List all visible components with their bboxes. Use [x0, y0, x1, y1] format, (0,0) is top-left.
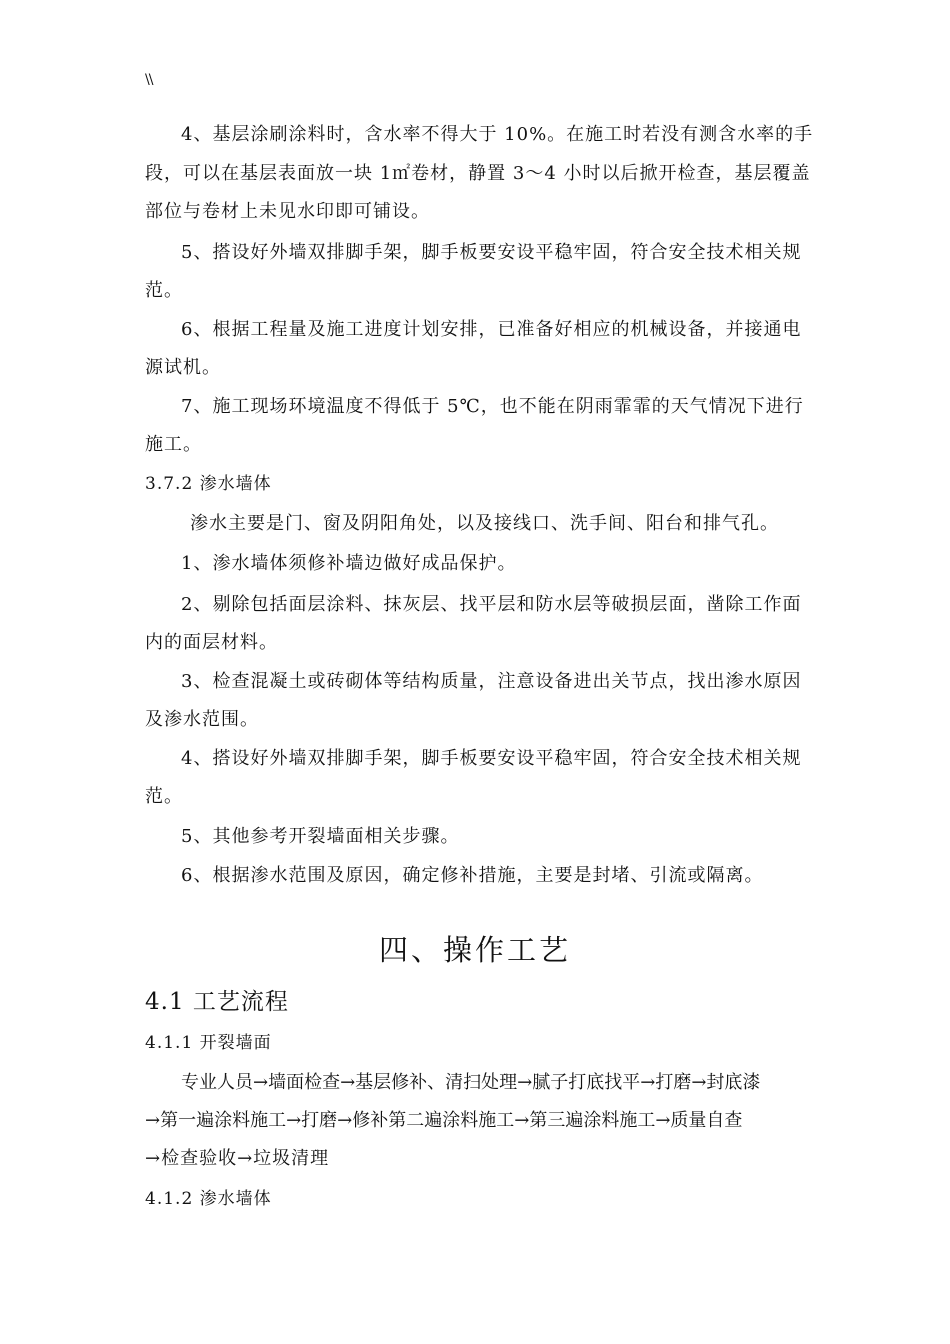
flow-line1: 专业人员→墙面检查→基层修补、清扫处理→腻子打底找平→打磨→封底漆 [181, 1072, 761, 1093]
para-372-6: 6、根据渗水范围及原因，确定修补措施，主要是封堵、引流或隔离。 [181, 865, 764, 886]
para-373-4-line2: 段，可以在基层表面放一块 1㎡卷材，静置 3～4 小时以后掀开检查，基层覆盖 [145, 163, 811, 184]
para-372-3-line2: 及渗水范围。 [145, 709, 259, 730]
para-372-2-line2: 内的面层材料。 [145, 632, 278, 653]
section-412-heading: 4.1.2 渗水墙体 [145, 1189, 272, 1209]
section-411-heading: 4.1.1 开裂墙面 [145, 1033, 272, 1053]
chapter-title: 四、操作工艺 [378, 933, 571, 967]
section-372-heading: 3.7.2 渗水墙体 [145, 474, 272, 494]
para-373-6-line1: 6、根据工程量及施工进度计划安排，已准备好相应的机械设备，并接通电 [181, 319, 802, 340]
flow-line2: →第一遍涂料施工→打磨→修补第二遍涂料施工→第三遍涂料施工→质量自查 [145, 1110, 743, 1131]
para-372-4-line1: 4、搭设好外墙双排脚手架，脚手板要安设平稳牢固，符合安全技术相关规 [181, 748, 802, 769]
para-373-5-line2: 范。 [145, 280, 183, 301]
section-41-heading: 4.1 工艺流程 [145, 989, 289, 1015]
page-marker: \\ [145, 72, 153, 88]
para-372-2-line1: 2、剔除包括面层涂料、抹灰层、找平层和防水层等破损层面，凿除工作面 [181, 594, 802, 615]
para-373-7-line2: 施工。 [145, 434, 202, 455]
para-372-1: 1、渗水墙体须修补墙边做好成品保护。 [181, 553, 517, 574]
para-372-3-line1: 3、检查混凝土或砖砌体等结构质量，注意设备进出关节点，找出渗水原因 [181, 671, 802, 692]
para-373-4-line3: 部位与卷材上未见水印即可铺设。 [145, 201, 430, 222]
flow-line3: →检查验收→垃圾清理 [145, 1148, 330, 1169]
para-372-5: 5、其他参考开裂墙面相关步骤。 [181, 826, 460, 847]
para-373-4-line1: 4、基层涂刷涂料时，含水率不得大于 10%。在施工时若没有测含水率的手 [181, 124, 814, 145]
para-373-6-line2: 源试机。 [145, 357, 221, 378]
para-373-7-line1: 7、施工现场环境温度不得低于 5℃，也不能在阴雨霏霏的天气情况下进行 [181, 396, 804, 417]
section-372-intro: 渗水主要是门、窗及阴阳角处，以及接线口、洗手间、阳台和排气孔。 [190, 513, 779, 534]
para-373-5-line1: 5、搭设好外墙双排脚手架，脚手板要安设平稳牢固，符合安全技术相关规 [181, 242, 802, 263]
para-372-4-line2: 范。 [145, 786, 183, 807]
